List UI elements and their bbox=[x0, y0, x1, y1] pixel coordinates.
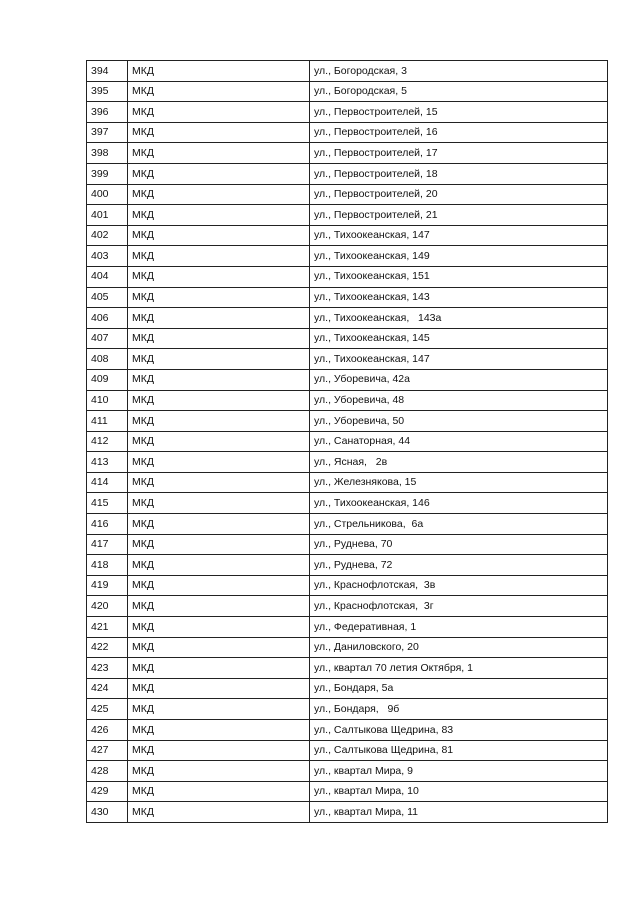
object-type-cell: МКД bbox=[128, 617, 310, 638]
row-number-cell: 399 bbox=[87, 163, 128, 184]
object-type-cell: МКД bbox=[128, 720, 310, 741]
address-cell: ул., квартал 70 летия Октября, 1 bbox=[310, 658, 608, 679]
address-cell: ул., Тихоокеанская, 146 bbox=[310, 493, 608, 514]
row-number-cell: 415 bbox=[87, 493, 128, 514]
object-type-cell: МКД bbox=[128, 534, 310, 555]
row-number-cell: 401 bbox=[87, 205, 128, 226]
table-row bbox=[87, 699, 608, 720]
object-type-cell: МКД bbox=[128, 411, 310, 432]
table-row bbox=[87, 61, 608, 82]
registry-table bbox=[86, 60, 608, 823]
object-type-cell: МКД bbox=[128, 287, 310, 308]
address-cell: ул., Первостроителей, 16 bbox=[310, 122, 608, 143]
table-row bbox=[87, 720, 608, 741]
address-cell: ул., Тихоокеанская, 147 bbox=[310, 349, 608, 370]
row-number-cell: 430 bbox=[87, 802, 128, 823]
table-row bbox=[87, 163, 608, 184]
object-type-cell: МКД bbox=[128, 740, 310, 761]
object-type-cell: МКД bbox=[128, 102, 310, 123]
address-cell: ул., Ясная, 2в bbox=[310, 452, 608, 473]
table-row bbox=[87, 205, 608, 226]
address-cell: ул., Санаторная, 44 bbox=[310, 431, 608, 452]
object-type-cell: МКД bbox=[128, 472, 310, 493]
table-row bbox=[87, 802, 608, 823]
object-type-cell: МКД bbox=[128, 390, 310, 411]
address-cell: ул., Тихоокеанская, 149 bbox=[310, 246, 608, 267]
table-row bbox=[87, 452, 608, 473]
table-row bbox=[87, 472, 608, 493]
object-type-cell: МКД bbox=[128, 328, 310, 349]
object-type-cell: МКД bbox=[128, 781, 310, 802]
row-number-cell: 423 bbox=[87, 658, 128, 679]
row-number-cell: 419 bbox=[87, 575, 128, 596]
address-cell: ул., Салтыкова Щедрина, 83 bbox=[310, 720, 608, 741]
row-number-cell: 416 bbox=[87, 514, 128, 535]
table-row bbox=[87, 596, 608, 617]
row-number-cell: 411 bbox=[87, 411, 128, 432]
row-number-cell: 413 bbox=[87, 452, 128, 473]
address-cell: ул., Стрельникова, 6а bbox=[310, 514, 608, 535]
address-cell: ул., Салтыкова Щедрина, 81 bbox=[310, 740, 608, 761]
row-number-cell: 425 bbox=[87, 699, 128, 720]
row-number-cell: 407 bbox=[87, 328, 128, 349]
address-cell: ул., Богородская, 3 bbox=[310, 61, 608, 82]
table-row bbox=[87, 761, 608, 782]
address-cell: ул., Уборевича, 50 bbox=[310, 411, 608, 432]
address-cell: ул., Первостроителей, 17 bbox=[310, 143, 608, 164]
address-cell: ул., Даниловского, 20 bbox=[310, 637, 608, 658]
table-row bbox=[87, 555, 608, 576]
table-row bbox=[87, 266, 608, 287]
object-type-cell: МКД bbox=[128, 575, 310, 596]
address-cell: ул., Тихоокеанская, 143 bbox=[310, 287, 608, 308]
object-type-cell: МКД bbox=[128, 81, 310, 102]
row-number-cell: 397 bbox=[87, 122, 128, 143]
table-row bbox=[87, 102, 608, 123]
table-row bbox=[87, 637, 608, 658]
address-cell: ул., Уборевича, 42а bbox=[310, 369, 608, 390]
object-type-cell: МКД bbox=[128, 349, 310, 370]
row-number-cell: 405 bbox=[87, 287, 128, 308]
object-type-cell: МКД bbox=[128, 431, 310, 452]
address-cell: ул., Бондаря, 5а bbox=[310, 678, 608, 699]
address-cell: ул., Руднева, 70 bbox=[310, 534, 608, 555]
address-cell: ул., Уборевича, 48 bbox=[310, 390, 608, 411]
object-type-cell: МКД bbox=[128, 122, 310, 143]
table-row bbox=[87, 781, 608, 802]
table-row bbox=[87, 184, 608, 205]
object-type-cell: МКД bbox=[128, 369, 310, 390]
table-row bbox=[87, 349, 608, 370]
row-number-cell: 417 bbox=[87, 534, 128, 555]
table-row bbox=[87, 617, 608, 638]
address-cell: ул., Краснофлотская, 3г bbox=[310, 596, 608, 617]
address-cell: ул., Тихоокеанская, 143а bbox=[310, 308, 608, 329]
table-row bbox=[87, 390, 608, 411]
table-row bbox=[87, 225, 608, 246]
table-row bbox=[87, 308, 608, 329]
row-number-cell: 424 bbox=[87, 678, 128, 699]
table-row bbox=[87, 678, 608, 699]
address-cell: ул., Тихоокеанская, 145 bbox=[310, 328, 608, 349]
row-number-cell: 403 bbox=[87, 246, 128, 267]
row-number-cell: 414 bbox=[87, 472, 128, 493]
row-number-cell: 410 bbox=[87, 390, 128, 411]
object-type-cell: МКД bbox=[128, 246, 310, 267]
address-cell: ул., квартал Мира, 11 bbox=[310, 802, 608, 823]
row-number-cell: 394 bbox=[87, 61, 128, 82]
row-number-cell: 404 bbox=[87, 266, 128, 287]
row-number-cell: 420 bbox=[87, 596, 128, 617]
object-type-cell: МКД bbox=[128, 699, 310, 720]
object-type-cell: МКД bbox=[128, 452, 310, 473]
table-row bbox=[87, 534, 608, 555]
table-row bbox=[87, 287, 608, 308]
table-row bbox=[87, 493, 608, 514]
table-row bbox=[87, 740, 608, 761]
object-type-cell: МКД bbox=[128, 761, 310, 782]
address-cell: ул., квартал Мира, 9 bbox=[310, 761, 608, 782]
object-type-cell: МКД bbox=[128, 493, 310, 514]
row-number-cell: 409 bbox=[87, 369, 128, 390]
address-cell: ул., Федеративная, 1 bbox=[310, 617, 608, 638]
object-type-cell: МКД bbox=[128, 658, 310, 679]
table-row bbox=[87, 411, 608, 432]
table-row bbox=[87, 81, 608, 102]
address-cell: ул., Первостроителей, 15 bbox=[310, 102, 608, 123]
address-cell: ул., квартал Мира, 10 bbox=[310, 781, 608, 802]
row-number-cell: 427 bbox=[87, 740, 128, 761]
address-cell: ул., Первостроителей, 21 bbox=[310, 205, 608, 226]
row-number-cell: 408 bbox=[87, 349, 128, 370]
address-cell: ул., Железнякова, 15 bbox=[310, 472, 608, 493]
row-number-cell: 421 bbox=[87, 617, 128, 638]
table-row bbox=[87, 658, 608, 679]
object-type-cell: МКД bbox=[128, 555, 310, 576]
table-row bbox=[87, 431, 608, 452]
address-cell: ул., Первостроителей, 20 bbox=[310, 184, 608, 205]
table-row bbox=[87, 143, 608, 164]
address-cell: ул., Бондаря, 9б bbox=[310, 699, 608, 720]
row-number-cell: 396 bbox=[87, 102, 128, 123]
row-number-cell: 406 bbox=[87, 308, 128, 329]
row-number-cell: 400 bbox=[87, 184, 128, 205]
address-cell: ул., Первостроителей, 18 bbox=[310, 163, 608, 184]
row-number-cell: 402 bbox=[87, 225, 128, 246]
object-type-cell: МКД bbox=[128, 225, 310, 246]
row-number-cell: 429 bbox=[87, 781, 128, 802]
row-number-cell: 412 bbox=[87, 431, 128, 452]
table-row bbox=[87, 122, 608, 143]
row-number-cell: 426 bbox=[87, 720, 128, 741]
table-row bbox=[87, 328, 608, 349]
object-type-cell: МКД bbox=[128, 308, 310, 329]
registry-table-body bbox=[87, 61, 608, 823]
row-number-cell: 418 bbox=[87, 555, 128, 576]
object-type-cell: МКД bbox=[128, 143, 310, 164]
object-type-cell: МКД bbox=[128, 596, 310, 617]
address-cell: ул., Тихоокеанская, 147 bbox=[310, 225, 608, 246]
row-number-cell: 422 bbox=[87, 637, 128, 658]
table-row bbox=[87, 369, 608, 390]
address-cell: ул., Руднева, 72 bbox=[310, 555, 608, 576]
row-number-cell: 428 bbox=[87, 761, 128, 782]
address-cell: ул., Краснофлотская, 3в bbox=[310, 575, 608, 596]
object-type-cell: МКД bbox=[128, 514, 310, 535]
object-type-cell: МКД bbox=[128, 802, 310, 823]
address-cell: ул., Тихоокеанская, 151 bbox=[310, 266, 608, 287]
row-number-cell: 398 bbox=[87, 143, 128, 164]
row-number-cell: 395 bbox=[87, 81, 128, 102]
object-type-cell: МКД bbox=[128, 184, 310, 205]
table-row bbox=[87, 246, 608, 267]
object-type-cell: МКД bbox=[128, 163, 310, 184]
object-type-cell: МКД bbox=[128, 637, 310, 658]
table-row bbox=[87, 514, 608, 535]
object-type-cell: МКД bbox=[128, 61, 310, 82]
address-cell: ул., Богородская, 5 bbox=[310, 81, 608, 102]
table-row bbox=[87, 575, 608, 596]
object-type-cell: МКД bbox=[128, 205, 310, 226]
object-type-cell: МКД bbox=[128, 266, 310, 287]
object-type-cell: МКД bbox=[128, 678, 310, 699]
